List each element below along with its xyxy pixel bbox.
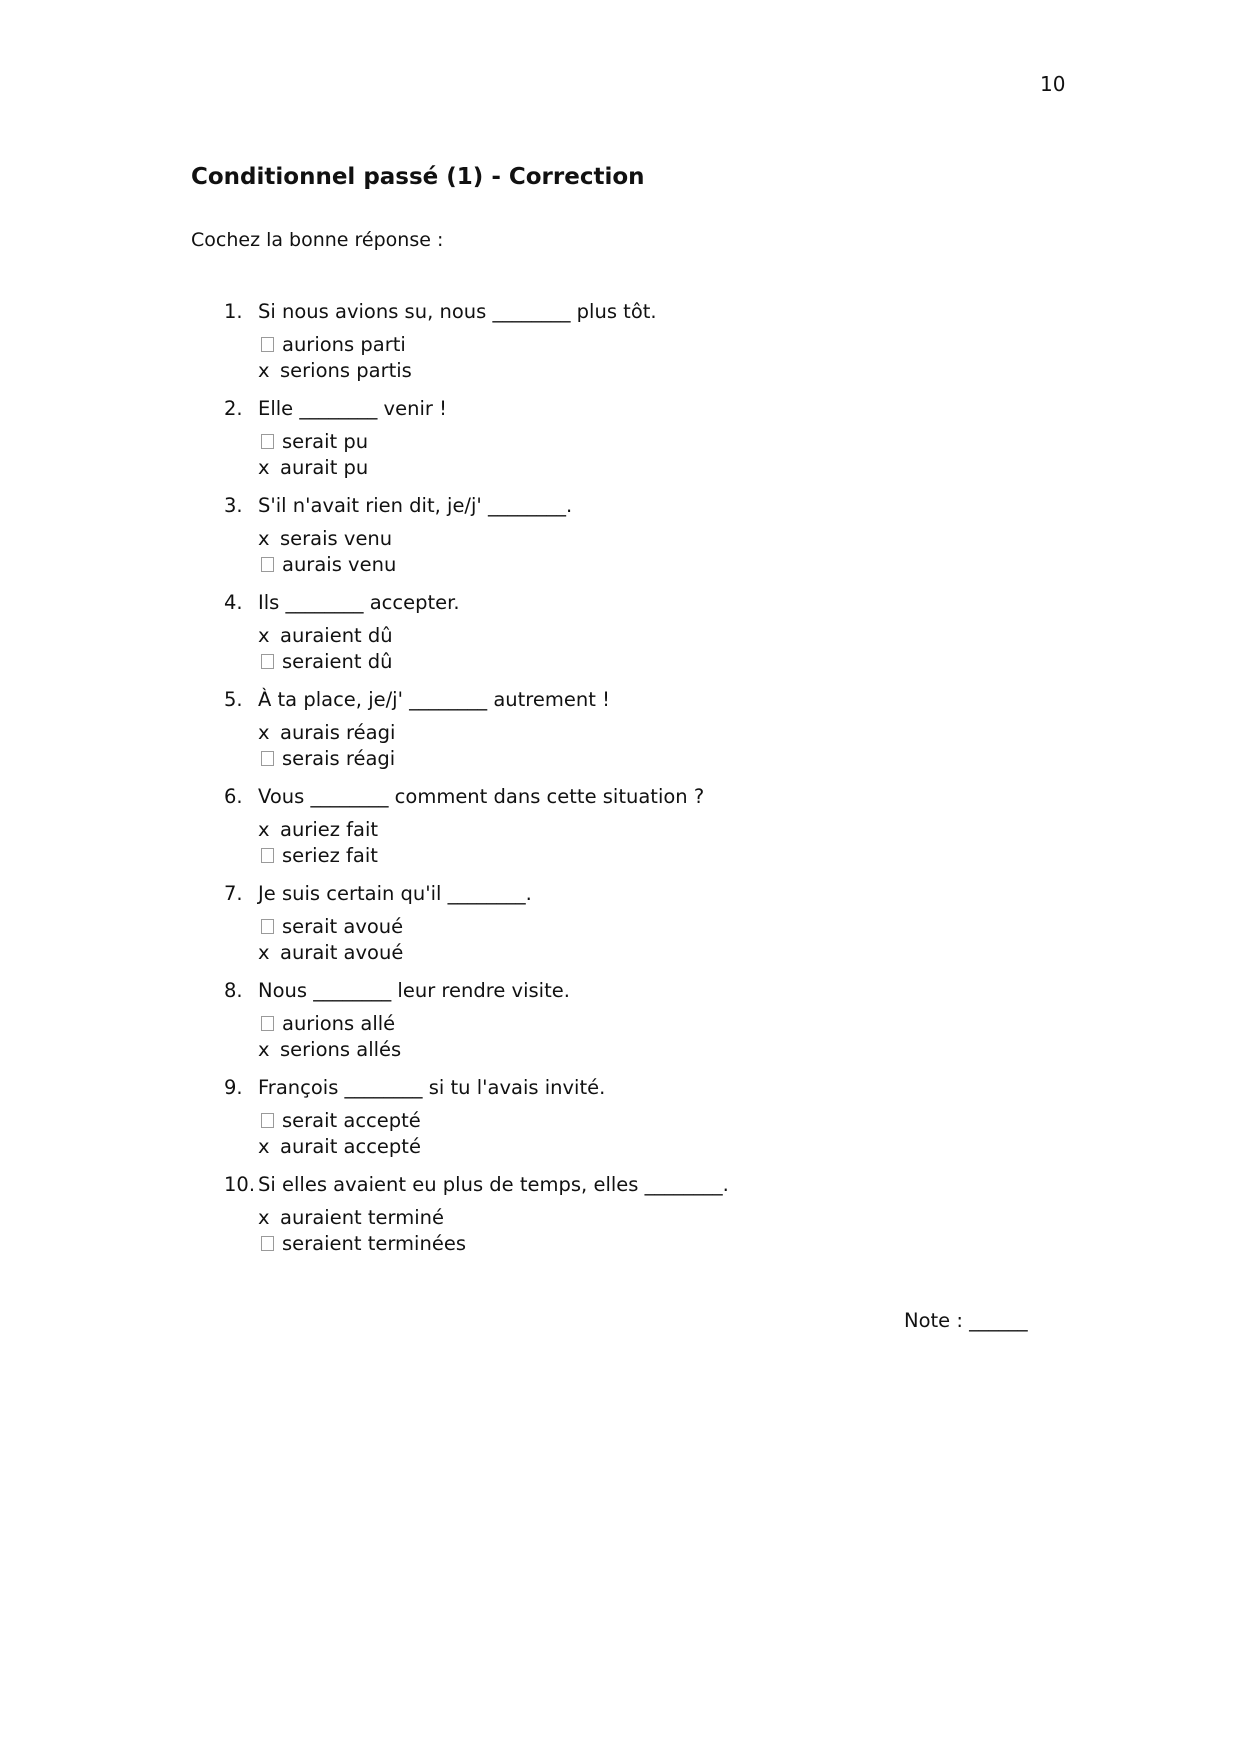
answer-options: [258, 817, 729, 868]
question-number: 7.: [224, 882, 243, 905]
answer-option[interactable]: [258, 843, 729, 869]
question-item: [224, 882, 729, 979]
answer-label: serais venu: [280, 527, 393, 551]
question-line: [224, 882, 729, 914]
answer-label: serait pu: [282, 430, 369, 454]
answer-label: auraient dû: [280, 624, 393, 648]
question-text: Je suis certain qu'il ________.: [258, 882, 532, 905]
checkbox-icon[interactable]: [261, 654, 274, 669]
answer-label: seraient terminées: [282, 1231, 466, 1255]
page-title: Conditionnel passé (1) - Correction: [191, 164, 645, 190]
question-list: [224, 300, 729, 1270]
instruction-text: Cochez la bonne réponse :: [191, 229, 444, 251]
grade-note: Note : ______: [904, 1309, 1028, 1332]
answer-label: aurais réagi: [280, 721, 396, 745]
answer-label: serions partis: [280, 358, 412, 382]
answer-options: [258, 914, 729, 965]
answer-label: serait accepté: [282, 1109, 421, 1133]
question-item: [224, 785, 729, 882]
answer-option[interactable]: [258, 1108, 729, 1134]
answer-options: [258, 1108, 729, 1159]
question-number: 4.: [224, 591, 243, 614]
question-number: 3.: [224, 494, 243, 517]
page-number: 10: [1040, 72, 1066, 96]
answer-option[interactable]: [258, 720, 729, 746]
checkbox-icon[interactable]: [261, 434, 274, 449]
question-number: 6.: [224, 785, 243, 808]
question-number: 5.: [224, 688, 243, 711]
answer-option[interactable]: [258, 455, 729, 481]
question-text: S'il n'avait rien dit, je/j' ________.: [258, 494, 573, 517]
question-text: Ils ________ accepter.: [258, 591, 460, 614]
checked-mark: x: [258, 624, 270, 648]
answer-options: [258, 1011, 729, 1062]
question-line: [224, 591, 729, 623]
question-line: [224, 494, 729, 526]
question-line: [224, 397, 729, 429]
question-number: 10.: [224, 1173, 256, 1196]
checked-mark: x: [258, 527, 270, 551]
answer-label: serions allés: [280, 1037, 402, 1061]
question-line: [224, 979, 729, 1011]
question-number: 2.: [224, 397, 243, 420]
answer-option[interactable]: [258, 358, 729, 384]
answer-option[interactable]: [258, 623, 729, 649]
answer-label: serait avoué: [282, 915, 404, 939]
answer-option[interactable]: [258, 1011, 729, 1037]
answer-options: [258, 429, 729, 480]
question-item: [224, 979, 729, 1076]
checked-mark: x: [258, 721, 270, 745]
question-line: [224, 300, 729, 332]
question-text: Nous ________ leur rendre visite.: [258, 979, 570, 1002]
question-text: Elle ________ venir !: [258, 397, 447, 420]
checkbox-icon[interactable]: [261, 1236, 274, 1251]
answer-label: aurais venu: [282, 552, 397, 576]
answer-options: [258, 332, 729, 383]
question-item: [224, 300, 729, 397]
checked-mark: x: [258, 1206, 270, 1230]
answer-option[interactable]: [258, 332, 729, 358]
question-item: [224, 688, 729, 785]
checkbox-icon[interactable]: [261, 557, 274, 572]
question-number: 8.: [224, 979, 243, 1002]
answer-option[interactable]: [258, 552, 729, 578]
question-item: [224, 591, 729, 688]
checked-mark: x: [258, 358, 270, 382]
question-line: [224, 1173, 729, 1205]
checkbox-icon[interactable]: [261, 919, 274, 934]
answer-option[interactable]: [258, 817, 729, 843]
answer-options: [258, 623, 729, 674]
answer-options: [258, 1205, 729, 1256]
question-text: Si nous avions su, nous ________ plus tôt.: [258, 300, 657, 323]
answer-option[interactable]: [258, 429, 729, 455]
answer-label: aurait pu: [280, 455, 369, 479]
answer-label: aurait avoué: [280, 940, 404, 964]
question-item: [224, 494, 729, 591]
checked-mark: x: [258, 940, 270, 964]
answer-option[interactable]: [258, 1037, 729, 1063]
question-line: [224, 688, 729, 720]
answer-options: [258, 526, 729, 577]
answer-label: aurions parti: [282, 333, 406, 357]
answer-label: auraient terminé: [280, 1206, 444, 1230]
answer-option[interactable]: [258, 940, 729, 966]
checkbox-icon[interactable]: [261, 337, 274, 352]
answer-option[interactable]: [258, 649, 729, 675]
answer-label: seraient dû: [282, 649, 393, 673]
answer-label: aurait accepté: [280, 1134, 421, 1158]
checked-mark: x: [258, 1037, 270, 1061]
question-line: [224, 1076, 729, 1108]
question-text: Vous ________ comment dans cette situation ?: [258, 785, 705, 808]
question-item: [224, 397, 729, 494]
question-number: 1.: [224, 300, 243, 323]
question-item: [224, 1173, 729, 1270]
answer-option[interactable]: [258, 746, 729, 772]
answer-label: aurions allé: [282, 1012, 396, 1036]
checkbox-icon[interactable]: [261, 1016, 274, 1031]
question-text: À ta place, je/j' ________ autrement !: [258, 688, 610, 711]
checkbox-icon[interactable]: [261, 1113, 274, 1128]
answer-options: [258, 720, 729, 771]
question-text: Si elles avaient eu plus de temps, elles ________.: [258, 1173, 729, 1196]
answer-label: seriez fait: [282, 843, 378, 867]
answer-option[interactable]: [258, 526, 729, 552]
question-line: [224, 785, 729, 817]
answer-option[interactable]: [258, 914, 729, 940]
checked-mark: x: [258, 455, 270, 479]
answer-label: serais réagi: [282, 746, 396, 770]
checked-mark: x: [258, 1134, 270, 1158]
question-number: 9.: [224, 1076, 243, 1099]
answer-option[interactable]: [258, 1134, 729, 1160]
question-text: François ________ si tu l'avais invité.: [258, 1076, 606, 1099]
checked-mark: x: [258, 818, 270, 842]
answer-label: auriez fait: [280, 818, 379, 842]
answer-option[interactable]: [258, 1231, 729, 1257]
checkbox-icon[interactable]: [261, 848, 274, 863]
question-item: [224, 1076, 729, 1173]
checkbox-icon[interactable]: [261, 751, 274, 766]
answer-option[interactable]: [258, 1205, 729, 1231]
